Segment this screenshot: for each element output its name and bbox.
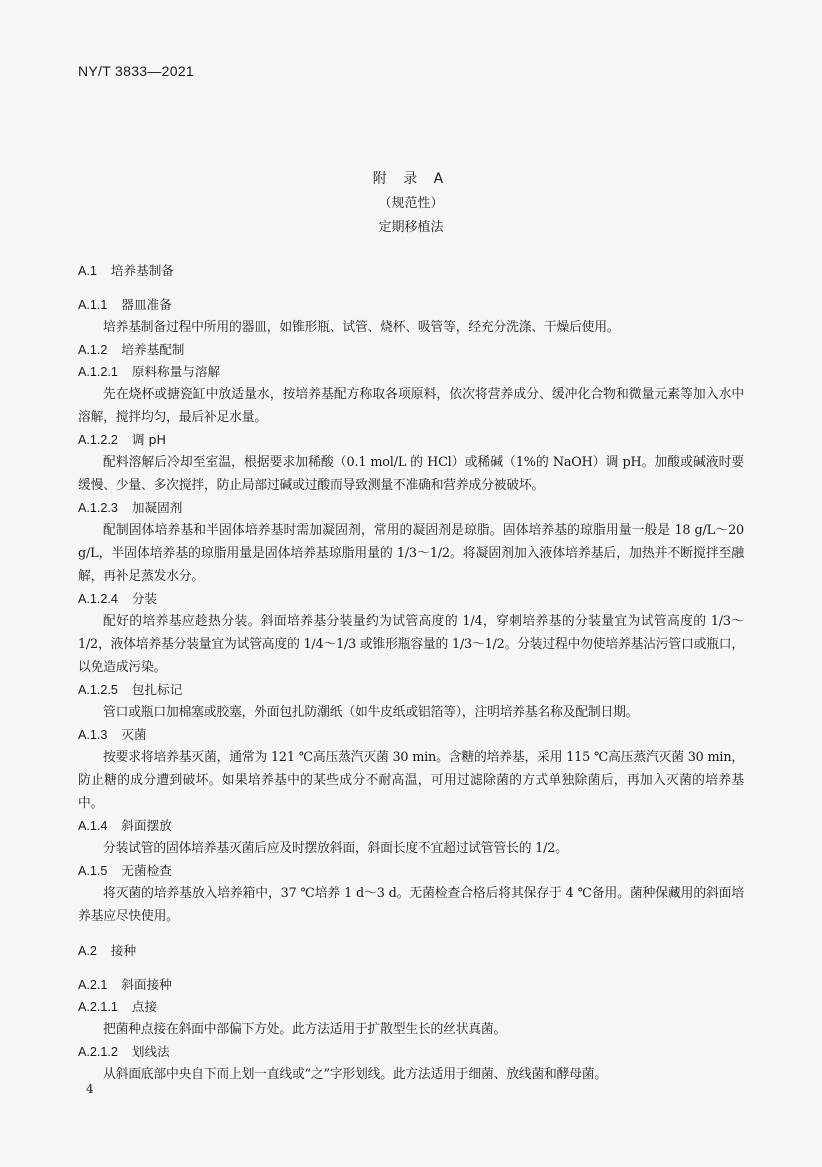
section-heading: A.1.2.4 分装: [78, 591, 158, 606]
paragraph: 按要求将培养基灭菌，通常为 121 ℃高压蒸汽灭菌 30 min。含糖的培养基，采用 115 ℃高压蒸汽灭菌 30 min，防止糖的成分遭到破坏。如果培养基中的某些成分不耐高温，可用过滤除菌的方式单独除菌后，再加入灭菌的培养基中。: [78, 750, 744, 811]
appendix-type: （规范性）: [378, 196, 444, 211]
section-heading: A.2 接种: [78, 943, 137, 958]
section-heading: A.1.2.3 加凝固剂: [78, 500, 183, 515]
section-heading: A.1.2 培养基配制: [78, 342, 185, 357]
document-body: [78, 258, 744, 1086]
section-heading: A.2.1 斜面接种: [78, 977, 172, 992]
paragraph: 先在烧杯或搪瓷缸中放适量水，按培养基配方称取各项原料，依次将营养成分、缓冲化合物和微量元素等加入水中溶解，搅拌均匀，最后补足水量。: [78, 387, 744, 425]
paragraph: 培养基制备过程中所用的器皿，如锥形瓶、试管、烧杯、吸管等，经充分洗涤、干燥后使用。: [103, 320, 620, 335]
section-heading: A.1.2.2 调 pH: [78, 432, 166, 447]
paragraph: 配制固体培养基和半固体培养基时需加凝固剂，常用的凝固剂是琼脂。固体培养基的琼脂用量一般是 18 g/L～20 g/L，半固体培养基的琼脂用量是固体培养基琼脂用量的 1/3～1/2。将凝固剂加入液体培养基后，加热并不断搅拌至融解，再补足蒸发水分。: [78, 523, 744, 584]
section-heading: A.1.4 斜面摆放: [78, 818, 172, 833]
paragraph: 将灭菌的培养基放入培养箱中，37 ℃培养 1 d～3 d。无菌检查合格后将其保存于 4 ℃备用。菌种保藏用的斜面培养基应尽快使用。: [78, 886, 744, 924]
standard-number-header: NY/T 3833—2021: [78, 63, 195, 79]
paragraph: 配好的培养基应趁热分装。斜面培养基分装量约为试管高度的 1/4，穿刺培养基的分装量宜为试管高度的 1/3～1/2，液体培养基分装量宜为试管高度的 1/4～1/3 或锥形瓶容量的 1/3～1/2。分装过程中勿使培养基沾污管口或瓶口，以免造成污染。: [78, 614, 744, 675]
paragraph: 管口或瓶口加棉塞或胶塞，外面包扎防潮纸（如牛皮纸或铝箔等），注明培养基名称及配制日期。: [103, 705, 639, 720]
appendix-title: 附 录 A: [372, 171, 450, 187]
paragraph: 把菌种点接在斜面中部偏下方处。此方法适用于扩散型生长的丝状真菌。: [103, 1022, 507, 1037]
section-heading: A.1.2.1 原料称量与溶解: [78, 364, 221, 379]
section-heading: A.2.1.2 划线法: [78, 1044, 170, 1059]
section-heading: A.1.2.5 包扎标记: [78, 682, 183, 697]
section-heading: A.1.5 无菌检查: [78, 863, 172, 878]
appendix-name: 定期移植法: [378, 220, 444, 235]
section-heading: A.1.1 器皿准备: [78, 297, 172, 312]
section-heading: A.1.3 灭菌: [78, 727, 147, 742]
section-heading: A.2.1.1 点接: [78, 999, 158, 1014]
section-heading: A.1 培养基制备: [78, 263, 174, 278]
page-number: 4: [86, 1082, 94, 1096]
paragraph: 从斜面底部中央自下而上划一直线或“之”字形划线。此方法适用于细菌、放线菌和酵母菌。: [103, 1067, 607, 1082]
paragraph: 分装试管的固体培养基灭菌后应及时摆放斜面，斜面长度不宜超过试管管长的 1/2。: [103, 841, 568, 856]
paragraph: 配料溶解后冷却至室温，根据要求加稀酸（0.1 mol/L 的 HCl）或稀碱（1%的 NaOH）调 pH。加酸或碱液时要缓慢、少量、多次搅拌，防止局部过碱或过酸而导致测量不准确和营养成分被破坏。: [78, 455, 744, 493]
